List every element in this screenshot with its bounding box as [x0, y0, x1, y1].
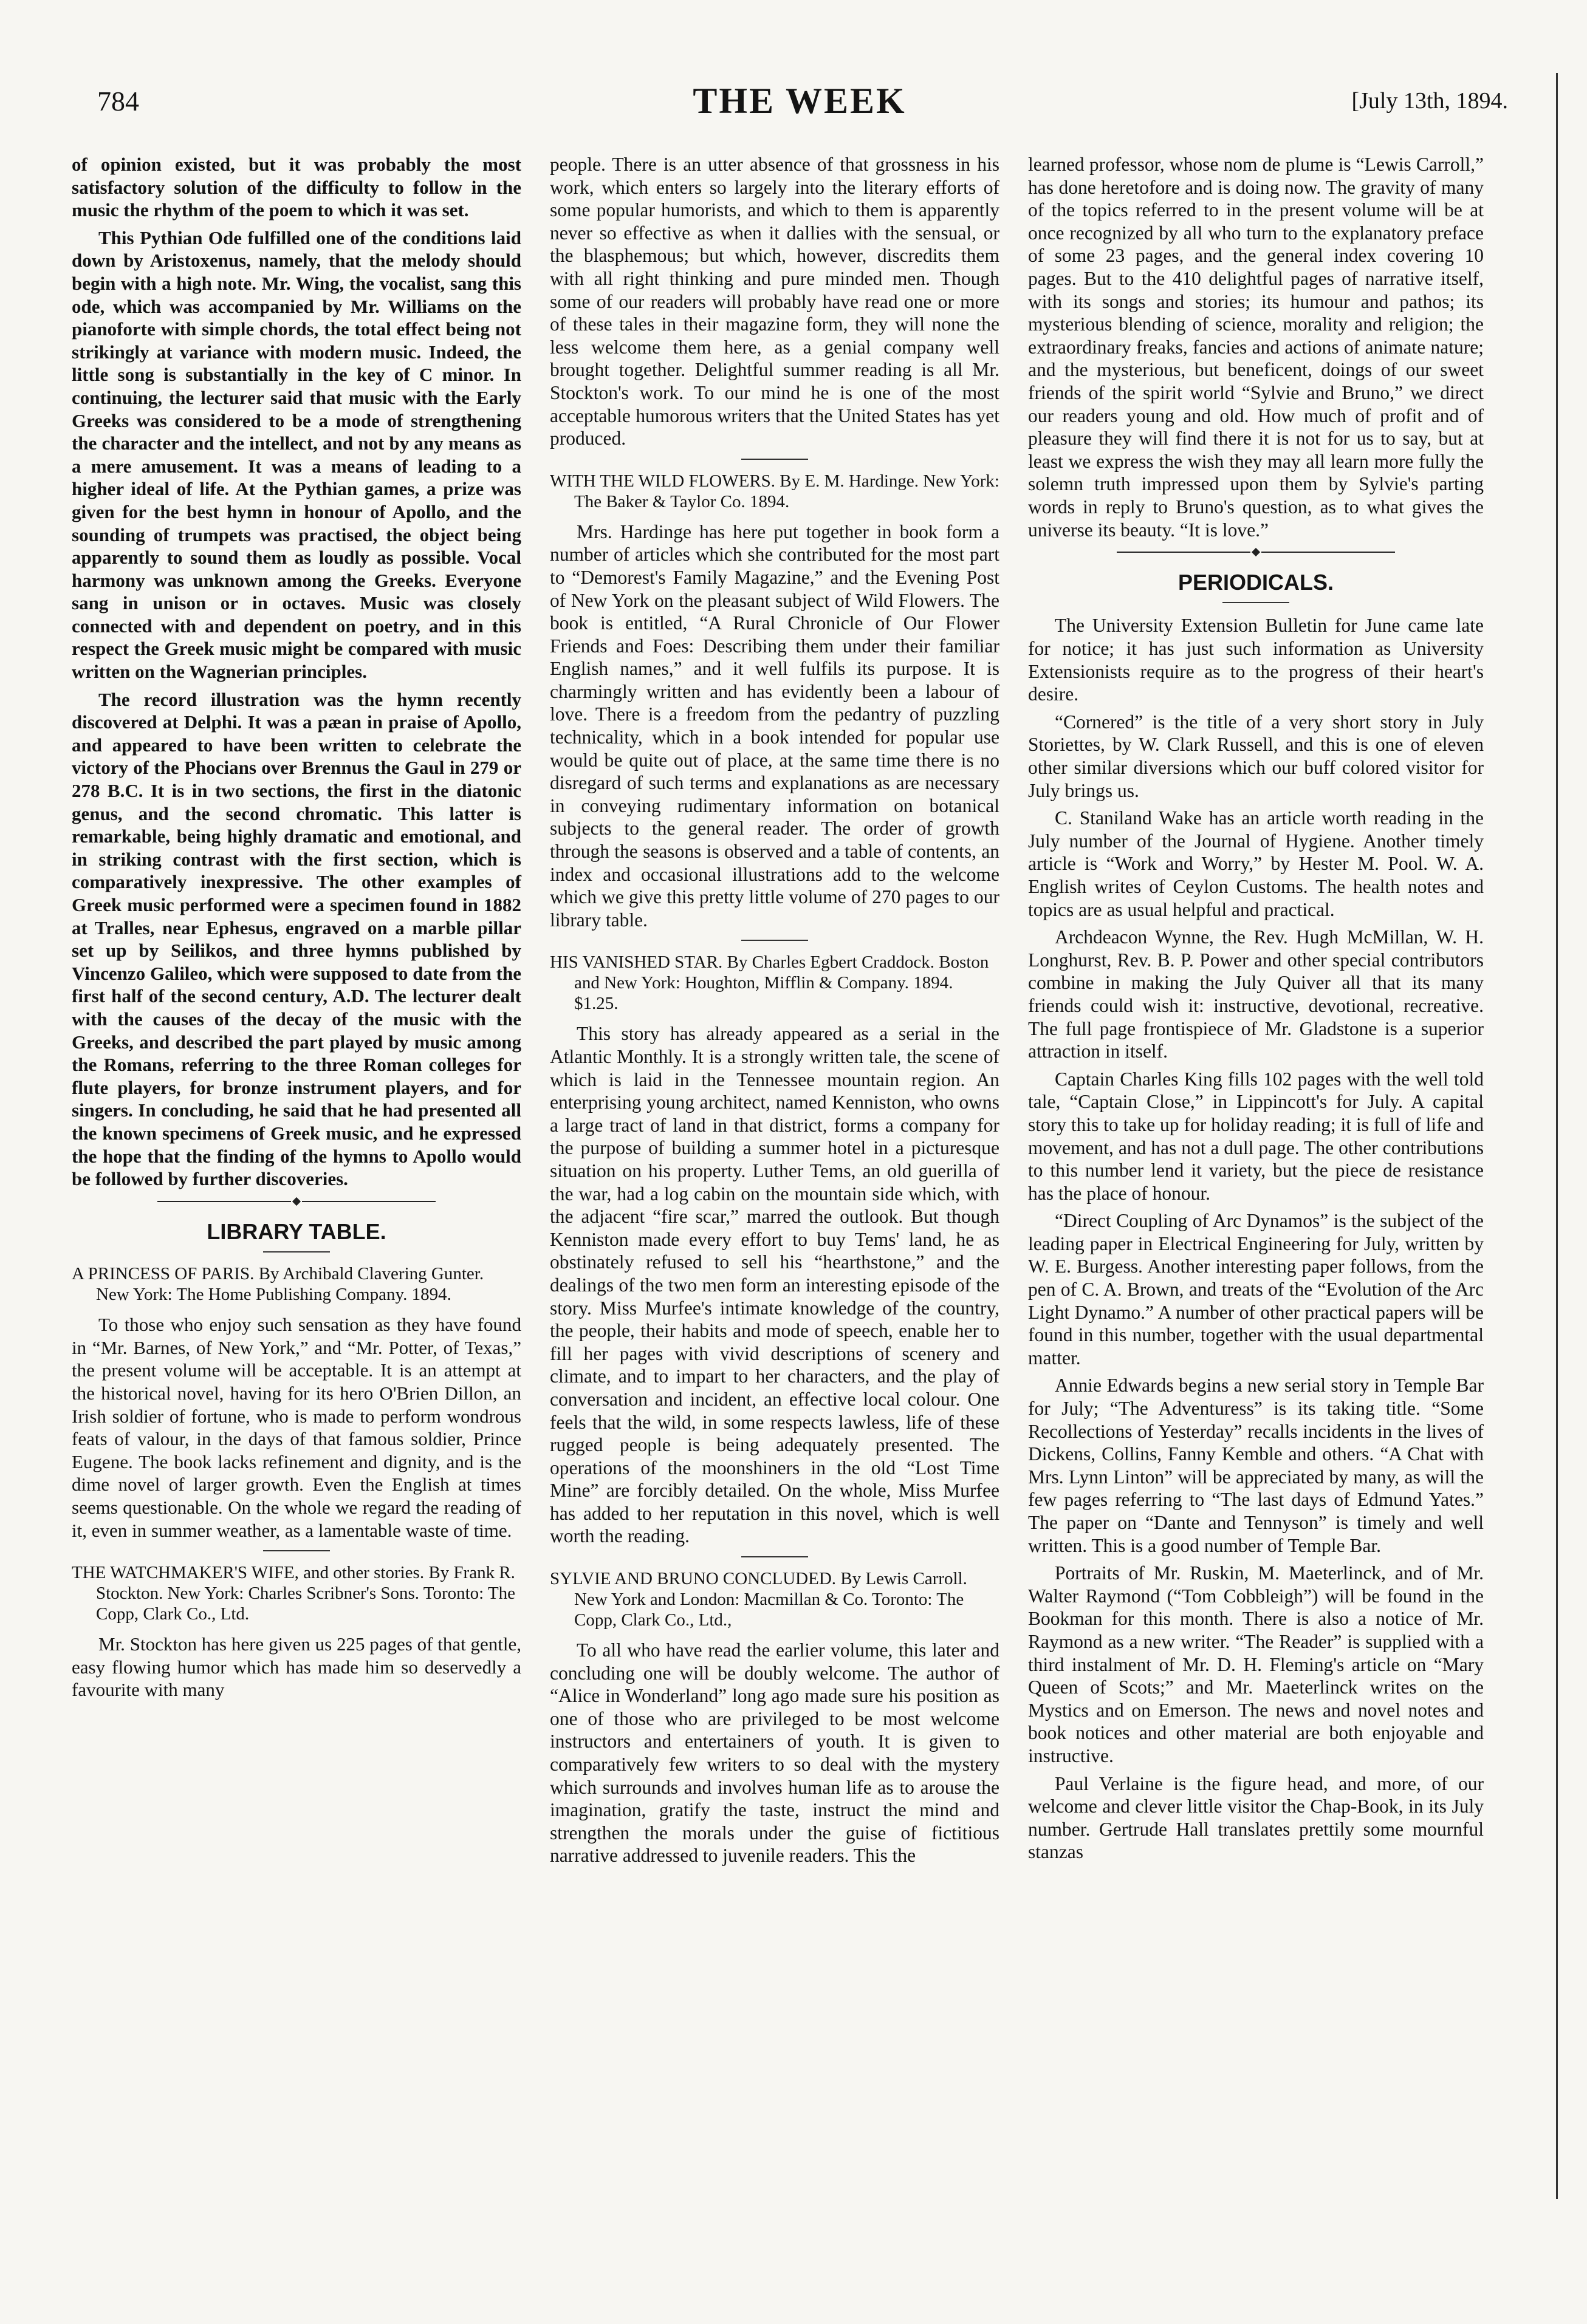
- page-edge-rule: [1556, 73, 1558, 2199]
- periodical-paragraph: Annie Edwards begins a new serial story in Temple Bar for July; “The Adventuress” is its taking title. “Some Recollections of Yesterday” recalls incidents in the lives of Dickens, Collins, Fanny Kemble and others. “A Chat with Mrs. Lynn Linton” will be appreciated by many, as will the few pages referring to “The last days of Edmund Yates.” The paper on “Dante and Tennyson” is timely and well written. This is a good number of Temple Bar.: [1028, 1375, 1484, 1556]
- book-heading: WITH THE WILD FLOWERS. By E. M. Hardinge. New York: The Baker & Taylor Co. 1894.: [550, 471, 999, 511]
- section-divider: [72, 1197, 521, 1205]
- masthead-title: THE WEEK: [693, 81, 907, 121]
- periodical-paragraph: Archdeacon Wynne, the Rev. Hugh McMillan, W. H. Longhurst, Rev. B. P. Power and other special contributors combine in making the July Quiver all that its many friends could wish it: instructive, devotional, recreative. The full page frontispiece of Mr. Gladstone is a superior attraction in itself.: [1028, 926, 1484, 1062]
- periodical-paragraph: Captain Charles King fills 102 pages with the well told tale, “Captain Close,” in Lippincott's for July. A capital story this to take up for holiday reading; it is full of life and movement, and has not a dull page. The other contributions to this number lend it variety, but the piece de resistance has the place of honour.: [1028, 1068, 1484, 1204]
- divider-rule: [741, 940, 808, 941]
- book-heading: HIS VANISHED STAR. By Charles Egbert Craddock. Boston and New York: Houghton, Mifflin & Company. 1894. $1.25.: [550, 952, 989, 1014]
- periodical-paragraph: The University Extension Bulletin for June came late for notice; it has just such information as University Extensionists require as to the progress of their heart's desire.: [1028, 615, 1484, 705]
- divider-rule: [1222, 602, 1289, 603]
- periodical-paragraph: C. Staniland Wake has an article worth reading in the July number of the Journal of Hygiene. Another timely article is “Work and Worry,” by Hester M. Pool. W. A. English writes of Ceylon Customs. The health notes and topics are as usual helpful and practical.: [1028, 807, 1484, 920]
- divider-rule: [263, 1251, 330, 1253]
- divider-rule: [741, 1556, 808, 1557]
- review-paragraph: To those who enjoy such sensation as they have found in “Mr. Barnes, of New York,” and “Mr. Potter, of Texas,” the present volume will be acceptable. It is an attempt at the historical novel, having for its hero O'Brien Dillon, an Irish soldier of fortune, who is made to perform wondrous feats of valour, in the days of that famous soldier, Prince Eugene. The book lacks refinement and dignity, and is the dime novel of larger growth. Even the English at times seems questionable. On the whole we regard the reading of it, even in summer weather, as a lamentable waste of time.: [72, 1314, 521, 1541]
- section-divider: [1028, 547, 1484, 555]
- page-header: [73, 81, 1526, 128]
- book-heading: A PRINCESS OF PARIS. By Archibald Clavering Gunter. New York: The Home Publishing Company. 1894.: [72, 1264, 484, 1305]
- article-paragraph: This Pythian Ode fulfilled one of the conditions laid down by Aristoxenus, namely, that the melody should begin with a high note. Mr. Wing, the vocalist, sang this ode, which was accompanied by Mr. Williams on the pianoforte with simple chords, the total effect being not strikingly at variance with modern music. Indeed, the little song is substantially in the key of C minor. In continuing, the lecturer said that music with the Early Greeks was considered to be a mode of strengthening the character and the intellect, and not by any means as a mere amusement. It was a means of leading to a higher ideal of life. At the Pythian games, a prize was given for the best hymn in honour of Apollo, and the sounding of trumpets was practised, the object being apparently to sound them as loudly as possible. Vocal harmony was unknown among the Greeks. Everyone sang in unison or in octaves. Music was closely connected with and dependent on poetry, and in this respect the Greek music might be compared with music written on the Wagnerian principles.: [72, 227, 521, 683]
- periodical-paragraph: Portraits of Mr. Ruskin, M. Maeterlinck, and of Mr. Walter Raymond (“Tom Cobbleigh”) will be found in the Bookman for this month. There is also a notice of Mr. Raymond as a new writer. “The Reader” is supplied with a third instalment of Mr. D. H. Fleming's article on “Mary Queen of Scots;” and Mr. Maeterlinck writes on the Mystics and on Emerson. The news and novel notes and book notices and other material are both enjoyable and instructive.: [1028, 1562, 1484, 1766]
- column-3: [1028, 153, 1484, 1868]
- periodical-paragraph: Paul Verlaine is the figure head, and more, of our welcome and clever little visitor the Chap-Book, in its July number. Gertrude Hall translates prettily some mournful stanzas: [1028, 1772, 1484, 1863]
- column-2: [550, 153, 999, 1872]
- issue-date: [July 13th, 1894.: [1351, 88, 1508, 114]
- book-heading: THE WATCHMAKER'S WIFE, and other stories. By Frank R. Stockton. New York: Charles Scribner's Sons. Toronto: The Copp, Clark Co., Ltd.: [72, 1563, 516, 1624]
- library-table-heading: LIBRARY TABLE.: [207, 1218, 386, 1244]
- review-paragraph: Mrs. Hardinge has here put together in book form a number of articles which she contributed for the most part to “Demorest's Family Magazine,” and the Evening Post of New York on the pleasant subject of Wild Flowers. The book is entitled, “A Rural Chronicle of Our Flower Friends and Foes: Describing them under their familiar English names,” and it well fulfils its purpose. It is charmingly written and has evidently been a labour of love. There is a freedom from the pedantry of puzzling technicality, which in a book intended for popular use would be quite out of place, at the same time there is no disregard of such terms and explanations as are necessary in conveying rudimentary information on botanical subjects to the general reader. The order of growth through the seasons is observed and a table of contents, an index and occasional illustrations add to the welcome which we give this pretty little volume of 270 pages to our library table.: [550, 521, 999, 931]
- periodicals-heading: PERIODICALS.: [1177, 569, 1334, 595]
- page-number: 784: [97, 86, 139, 117]
- article-paragraph: The record illustration was the hymn recently discovered at Delphi. It was a pæan in praise of Apollo, and appeared to have been written to celebrate the victory of the Phocians over Brennus the Gaul in 279 or 278 B.C. It is in two sections, the first in the diatonic genus, and the second chromatic. This latter is remarkable, being highly dramatic and emotional, and in striking contrast with the first section, which is comparatively inexpressive. The other examples of Greek music performed were a specimen found in 1882 at Tralles, near Ephesus, engraved on a marble pillar set up by Seilikos, and three hymns published by Vincenzo Galileo, which were supposed to date from the first half of the second century, A.D. The lecturer dealt with the causes of the decay of the music with the Greeks, and described the part played by music among the Romans, referring to the three Roman colleges for flute players, for bronze instrument players, and for singers. In concluding, he said that he had presented all the known specimens of Greek music, and he expressed the hope that the finding of the hymns to Apollo would be followed by further discoveries.: [72, 688, 521, 1190]
- periodical-paragraph: “Direct Coupling of Arc Dynamos” is the subject of the leading paper in Electrical Engineering for July, written by W. E. Burgess. Another interesting paper follows, from the pen of C. A. Brown, and treats of the “Evolution of the Arc Light Dynamo.” A number of other practical papers will be found in this number, together with the usual departmental matter.: [1028, 1210, 1484, 1369]
- periodical-paragraph: “Cornered” is the title of a very short story in July Storiettes, by W. Clark Russell, and this is one of eleven other similar diversions which our buff colored visitor for July brings us.: [1028, 711, 1484, 801]
- review-paragraph: learned professor, whose nom de plume is “Lewis Carroll,” has done heretofore and is doing now. The gravity of many of the topics referred to in the present volume will be at once recognized by all who turn to the explanatory preface of some 23 pages, and the general index covering 10 pages. But to the 410 delightful pages of narrative itself, with its songs and stories; its humour and pathos; its mysterious blending of science, morality and religion; the extraordinary freaks, fancies and actions of animate nature; and the mysterious, but beneficent, doings of our sweet friends of the spirit world “Sylvie and Bruno,” we direct our readers young and old. How much of profit and of pleasure they will find there it is not for us to say, but at least we express the wish they may all learn more fully the solemn truth impressed upon them by Sylvie's parting words in reply to Bruno's question, as to what gives the universe its beauty. “It is love.”: [1028, 154, 1484, 541]
- divider-rule: [263, 1550, 330, 1551]
- article-paragraph: of opinion existed, but it was probably the most satisfactory solution of the difficulty to follow in the music the rhythm of the poem to which it was set.: [72, 154, 521, 221]
- divider-rule: [741, 459, 808, 460]
- column-1: [72, 153, 521, 1706]
- book-heading: SYLVIE AND BRUNO CONCLUDED. By Lewis Carroll. New York and London: Macmillan & Co. Toronto: The Copp, Clark Co., Ltd.,: [550, 1569, 967, 1630]
- review-paragraph: To all who have read the earlier volume, this later and concluding one will be doubly welcome. The author of “Alice in Wonderland” long ago made sure his position as one of those who are privileged to be most welcome instructors and entertainers of youth. It is given to comparatively few writers to so deal with the mystery which surrounds and involves human life as to arouse the imagination, gratify the taste, instruct the mind and strengthen the morals under the guise of fictitious narrative addressed to juvenile readers. This the: [550, 1639, 999, 1867]
- review-paragraph: Mr. Stockton has here given us 225 pages of that gentle, easy flowing humor which has made him so deservedly a favourite with many: [72, 1633, 521, 1701]
- review-paragraph: This story has already appeared as a serial in the Atlantic Monthly. It is a strongly written tale, the scene of which is laid in the Tennessee mountain region. An enterprising young architect, named Kenniston, who owns a large tract of land in that district, forms a company for the purpose of building a summer hotel in a picturesque situation on his property. Luther Tems, an old guerilla of the war, had a log cabin on the mountain side which, with the adjacent “fire scar,” marred the outlook. But though Kenniston made every effort to buy Tems' land, he as obstinately refused to sell his “hearthstone,” and the dealings of the two men form an interesting episode of the story. Miss Murfee's intimate knowledge of the country, the people, their habits and mode of speech, enable her to fill her pages with vivid descriptions of scenery and climate, and to impart to her characters, and the play of conversation and incident, an effective local colour. One feels that the wild, in some respects lawless, life of these rugged people is being adequately presented. The operations of the moonshiners in the old “Lost Time Mine” are forcibly detailed. On the whole, Miss Murfee has added to her reputation in this novel, which is well worth the reading.: [550, 1023, 999, 1547]
- review-paragraph: people. There is an utter absence of that grossness in his work, which enters so largely into the literary efforts of some popular humorists, and which to them is apparently never so effective as when it dallies with the sensual, or the blasphemous; but which, however, discredits them with all right thinking and pure minded men. Though some of our readers will probably have read one or more of these tales in their magazine form, they will none the less welcome them here, as a genial company well brought together. Delightful summer reading is all Mr. Stockton's work. To our mind he is one of the most acceptable humorous writers that the United States has yet produced.: [550, 154, 999, 449]
